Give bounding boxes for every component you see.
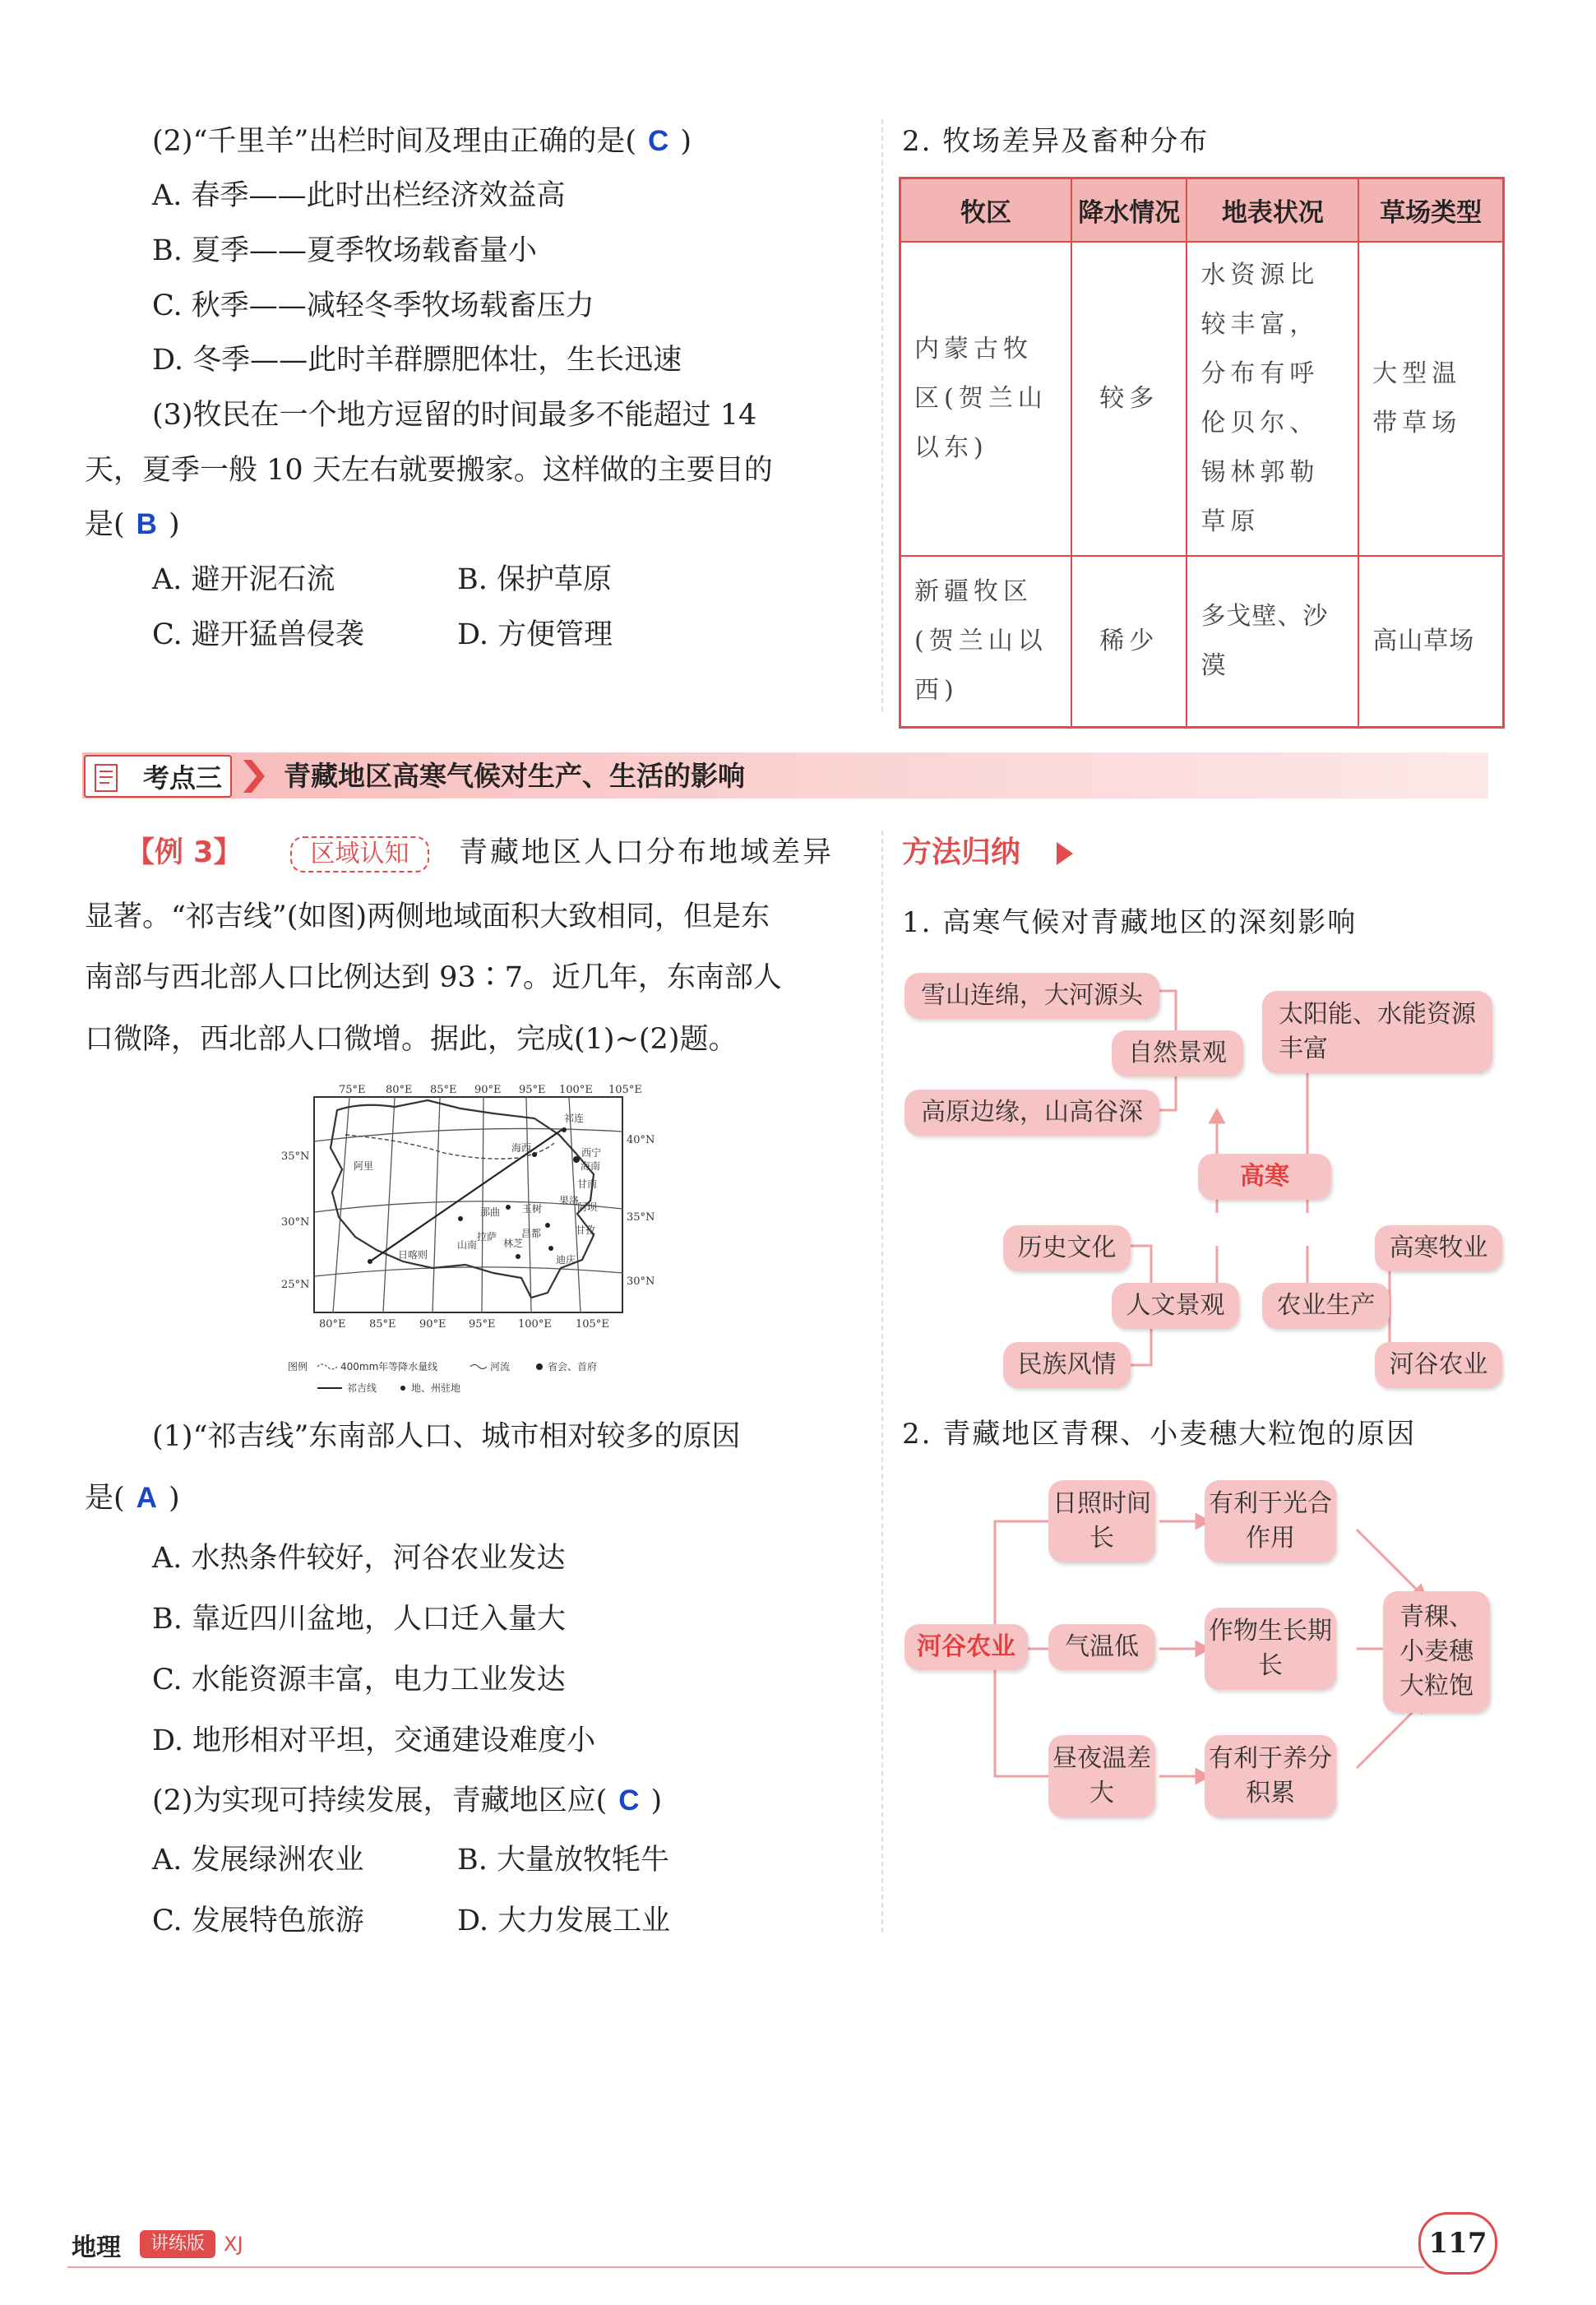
table-cell: 高山草场 [1358,556,1503,727]
method-sub2: 2. 青藏地区青稞、小麦穗大粒饱的原因 [902,1418,1417,1451]
example-tag: 【例 3】 [126,836,243,869]
node-low-temp: 气温低 [1048,1624,1155,1670]
node-result: 青稞、小麦穗大粒饱 [1383,1591,1490,1713]
q2-option-b: B. 夏季——夏季牧场载畜量小 [152,234,537,267]
node-nutrient: 有利于养分积累 [1205,1735,1336,1817]
q3-line2: 天，夏季一般 10 天左右就要搬家。这样做的主要目的 [85,454,773,487]
map-legend-item: 省会、首府 [548,1361,598,1372]
column-divider [881,119,883,711]
method-sub1: 1. 高寒气候对青藏地区的深刻影响 [902,906,1358,939]
example-line: 显著。“祁吉线”(如图)两侧地域面积大致相同，但是东 [85,900,770,933]
triangle-right-icon [1055,840,1075,867]
table-cell: 稀少 [1071,556,1187,727]
ex-q1-answer: A [136,1482,157,1514]
map-place-label: 西宁 [581,1147,602,1159]
map-lon-top-label: 95°E [519,1084,546,1096]
map-place-label: 阿里 [354,1160,374,1172]
ex-q2-answer: C [618,1784,640,1817]
q2-option-d: D. 冬季——此时羊群膘肥体壮，生长迅速 [152,344,682,377]
table-cell: 较多 [1071,242,1187,556]
q2-stem: (2)“千里羊”出栏时间及理由正确的是( C ) [152,125,692,158]
map-lon-top-label: 85°E [430,1084,457,1096]
q2-answer: C [648,125,669,157]
column-divider-lower [881,831,883,1932]
footer-subject: 地理 [72,2233,121,2262]
map-place-label: 果洛 [559,1195,580,1206]
map-lat-left-label: 25°N [281,1279,310,1291]
map-place-label: 林芝 [503,1238,524,1249]
notebook-icon [90,761,123,794]
page-number: 117 [1418,2212,1497,2275]
table-row [900,556,1504,727]
map-lat-right-label: 35°N [627,1211,655,1224]
ex-q1-line1: (1)“祁吉线”东南部人口、城市相对较多的原因 [152,1420,741,1453]
ex-q2-option-b: B. 大量放牧牦牛 [457,1844,669,1877]
map-place-label: 迪庆 [556,1254,576,1266]
map-lon-bottom-label: 90°E [419,1318,446,1331]
map-place-label: 阿坝 [577,1201,598,1213]
legend-isohyet-symbol [317,1364,337,1369]
ex-q1-line2: 是( A ) [85,1482,180,1515]
table-cell: 大型温带草场 [1358,242,1503,556]
map-legend-item: 河流 [490,1361,511,1372]
map-place-label: 海西 [511,1142,532,1154]
example-line: 口微降，西北部人口微增。据此，完成(1)~(2)题。 [85,1023,738,1056]
node-growth-period: 作物生长期长 [1205,1608,1336,1690]
node-natural-landscape: 自然景观 [1112,1030,1243,1076]
table-cell: 新疆牧区(贺兰山以西) [900,556,1071,727]
map-lat-left-label: 35°N [281,1150,310,1163]
ex-q2-option-c: C. 发展特色旅游 [152,1905,364,1937]
map-place-label: 山南 [457,1239,478,1251]
section-label-box [84,755,232,798]
node-alpine-pasture: 高寒牧业 [1375,1225,1502,1271]
q3-option-d: D. 方便管理 [457,618,613,651]
ex-q1-option-d: D. 地形相对平坦，交通建设难度小 [152,1724,596,1757]
node-agriculture: 农业生产 [1262,1283,1390,1329]
table-header: 牧区 [900,178,1071,243]
footer-edition-badge: 讲练版 [140,2230,215,2258]
map-lon-bottom-label: 100°E [518,1318,552,1331]
section-title: 青藏地区高寒气候对生产、生活的影响 [284,760,745,792]
method-heading: 方法归纳 [902,835,1021,869]
example-line: 青藏地区人口分布地域差异 [459,836,835,869]
example-badge: 区域认知 [290,836,429,872]
footer-rule [67,2266,1424,2268]
node-diurnal-range: 昼夜温差大 [1048,1735,1155,1817]
section-label: 考点三 [142,762,222,794]
map-lon-bottom-label: 105°E [576,1318,609,1331]
map-legend-title: 图例 [288,1361,308,1372]
map-lon-bottom-label: 80°E [319,1318,346,1331]
legend-river-symbol [470,1365,487,1369]
map-place-label: 祁连 [564,1113,585,1124]
map-lon-bottom-label: 85°E [369,1318,396,1331]
map-place-label: 甘南 [577,1178,598,1190]
node-alpine-cold: 高寒 [1198,1154,1331,1200]
example-line: 南部与西北部人口比例达到 93∶7。近几年，东南部人 [85,961,782,994]
legend-seat-symbol [400,1386,405,1391]
table-header: 草场类型 [1358,178,1503,243]
q2-option-a: A. 春季——此时出栏经济效益高 [152,179,566,212]
legend-capital-symbol [536,1363,543,1370]
map-place-label: 昌都 [521,1228,542,1239]
map-legend-item: 祁吉线 [347,1382,377,1394]
q3-answer: B [136,508,157,540]
table-header: 降水情况 [1071,178,1187,243]
map-place-label: 拉萨 [477,1231,497,1243]
map-lon-bottom-label: 95°E [469,1318,496,1331]
table-cell: 内蒙古牧区(贺兰山以东) [900,242,1071,556]
node-photosynthesis: 有利于光合作用 [1205,1480,1336,1562]
map-lon-top-label: 100°E [559,1084,593,1096]
ranch-title: 2. 牧场差异及畜种分布 [902,125,1210,158]
map-legend-item: 地、州驻地 [411,1382,461,1394]
map-place-label: 日喀则 [398,1249,428,1261]
table-header-row [900,178,1504,243]
node-long-sunshine: 日照时间长 [1048,1480,1155,1562]
map-lon-top-label: 90°E [474,1084,502,1096]
footer-code: XJ [224,2233,243,2256]
ex-q1-option-c: C. 水能资源丰富，电力工业发达 [152,1664,566,1696]
map-place-label: 玉树 [522,1203,543,1215]
q3-line3: 是( B ) [85,508,180,541]
node-history-culture: 历史文化 [1003,1225,1131,1271]
q3-line1: (3)牧民在一个地方逗留的时间最多不能超过 14 [152,399,757,432]
q3-option-c: C. 避开猛兽侵袭 [152,618,364,651]
ex-q2-option-d: D. 大力发展工业 [457,1905,671,1937]
node-solar-hydro: 太阳能、水能资源丰富 [1262,991,1492,1073]
node-snow-mountains: 雪山连绵，大河源头 [904,973,1159,1019]
node-human-landscape: 人文景观 [1112,1283,1239,1329]
map-place-label: 海南 [581,1160,601,1172]
map-lat-right-label: 40°N [627,1134,655,1146]
table-row [900,242,1504,556]
map-lon-top-label: 75°E [339,1084,366,1096]
node-valley-agri-root: 河谷农业 [904,1624,1028,1670]
q3-option-b: B. 保护草原 [457,563,612,596]
q3-option-a: A. 避开泥石流 [152,563,335,596]
map-lon-top-label: 80°E [386,1084,413,1096]
table-header: 地表状况 [1187,178,1358,243]
chevron-right-icon [240,757,273,796]
qiji-line-map [271,1077,666,1398]
ex-q1-option-a: A. 水热条件较好，河谷农业发达 [152,1542,566,1575]
ex-q2-stem: (2)为实现可持续发展，青藏地区应( C ) [152,1784,663,1817]
map-place-label: 那曲 [480,1206,501,1218]
map-lat-left-label: 30°N [281,1216,310,1229]
node-valley-agriculture: 河谷农业 [1375,1342,1502,1388]
ex-q2-option-a: A. 发展绿洲农业 [152,1844,364,1877]
map-lat-right-label: 30°N [627,1275,655,1288]
map-lon-top-label: 105°E [608,1084,642,1096]
table-cell: 水资源比较丰富，分布有呼伦贝尔、锡林郭勒草原 [1187,242,1358,556]
map-place-label: 甘孜 [576,1224,596,1236]
table-cell: 多戈壁、沙漠 [1187,556,1358,727]
q2-option-c: C. 秋季——减轻冬季牧场载畜压力 [152,289,594,322]
node-plateau-edge: 高原边缘，山高谷深 [904,1090,1159,1136]
node-ethnic-customs: 民族风情 [1003,1342,1131,1388]
ranch-table [899,177,1505,729]
ex-q1-option-b: B. 靠近四川盆地，人口迁入量大 [152,1603,566,1636]
map-legend-item: 400mm年等降水量线 [340,1361,438,1372]
